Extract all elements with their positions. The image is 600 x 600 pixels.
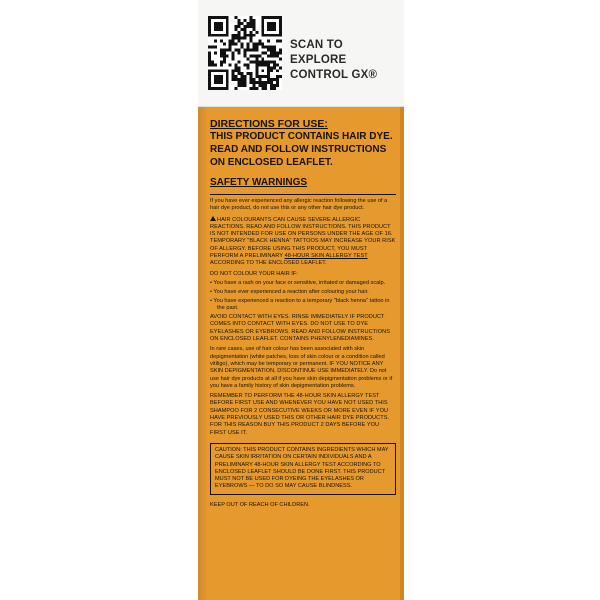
safety-intro: If you have ever experienced any allergic reaction following the use of a hair dye product, do not use this or any other hair dye product. <box>210 198 388 212</box>
contraindication-list <box>210 280 396 312</box>
directions-line-1: THIS PRODUCT CONTAINS HAIR DYE. <box>210 131 393 142</box>
list-item: • You have ever experienced a reaction after colouring your hair. <box>210 288 369 295</box>
label-text <box>210 118 396 509</box>
warning-triangle-icon <box>210 216 216 221</box>
caution-box: CAUTION: THIS PRODUCT CONTAINS INGREDIENTS WHICH MAY CAUSE SKIN IRRITATION ON CERTAIN INDIVIDUALS AND A PRELIMINARY 48-HOUR SKIN ALLERGY TEST ACCORDING TO ENCLOSED LEAFLET SHOULD BE DONE FIRST. THIS PRODUCT MUST NOT BE USED FOR DYEING THE EYELASHES OR EYEBROWS — TO DO SO MAY CAUSE BLINDNESS. <box>210 443 396 495</box>
depigmentation-end: Do not use hair dye products at all if you have skin depigmentation problems or if you have a family history of skin depigmentation problems. <box>210 368 393 389</box>
directions-line-3: ON ENCLOSED LEAFLET. <box>210 157 333 168</box>
list-item: • You have a rash on your face or sensitive, irritated or damaged scalp. <box>210 279 386 286</box>
do-not-colour: DO NOT COLOUR YOUR HAIR IF: <box>210 270 298 277</box>
scan-line-2: EXPLORE <box>290 54 347 66</box>
directions-line-2: READ AND FOLLOW INSTRUCTIONS <box>210 144 387 155</box>
scan-callout <box>290 38 400 83</box>
remember-test: REMEMBER TO PERFORM THE 48-HOUR SKIN ALLERGY TEST BEFORE FIRST USE AND WHENEVER YOU HAVE NOT USED THIS SHAMPOO FOR 2 CONSECUTIVE WEEKS OR MORE EVEN IF YOU HAVE PREVIOUSLY USED THIS OR OTHER HAIR DYE PRODUCTS. FOR THIS REASON BUY THIS PRODUCT 2 DAYS BEFORE YOU FIRST USE IT. <box>210 393 390 436</box>
scan-line-3: CONTROL GX® <box>290 69 378 81</box>
depigmentation-caps: IF YOU NOTICE ANY SKIN DEPIGMENTATION, DISCONTINUE USE IMMEDIATELY. <box>210 360 384 375</box>
safety-heading: SAFETY WARNINGS <box>210 177 308 188</box>
allergy-warning-text: HAIR COLOURANTS CAN CAUSE SEVERE ALLERGIC REACTIONS. READ AND FOLLOW INSTRUCTIONS. THIS PRODUCT IS NOT INTENDED FOR USE ON PERSONS UNDER THE AGE OF 16. TEMPORARY "BLACK HENNA" TATTOOS MAY INCREASE YOUR RISK OF ALLERGY. BEFORE USING THIS PRODUCT, YOU MUST PERFORM A PRELIMINARY <box>210 216 396 260</box>
depigmentation-warning <box>210 346 396 390</box>
eye-contact-warning: AVOID CONTACT WITH EYES. RINSE IMMEDIATELY IF PRODUCT COMES INTO CONTACT WITH EYES. DO NOT USE TO DYE EYELASHES OR EYEBROWS. READ AND FOLLOW INSTRUCTIONS ON ENCLOSED LEAFLET. CONTAINS PHENYLENEDIAMINES. <box>210 314 391 343</box>
depigmentation-text: In rare cases, use of hair colour has been associated with skin depigmentation (white patches, loss of skin colour or a condition called vitiligo), which may be temporary or permanent. <box>210 346 385 367</box>
qr-code-icon[interactable] <box>208 16 282 90</box>
directions-heading: DIRECTIONS FOR USE: <box>210 118 328 130</box>
allergy-warning-end: ACCORDING TO THE ENCLOSED LEAFLET. <box>210 260 327 267</box>
allergy-test-link: 48-HOUR SKIN ALLERGY TEST <box>284 253 368 260</box>
list-item: • You have experienced a reaction to a temporary "black henna" tattoo in the past. <box>210 297 390 311</box>
keep-out-notice: KEEP OUT OF REACH OF CHILDREN. <box>210 501 310 508</box>
allergy-warning <box>210 216 396 268</box>
divider <box>210 194 396 195</box>
scan-line-1: SCAN TO <box>290 39 343 51</box>
